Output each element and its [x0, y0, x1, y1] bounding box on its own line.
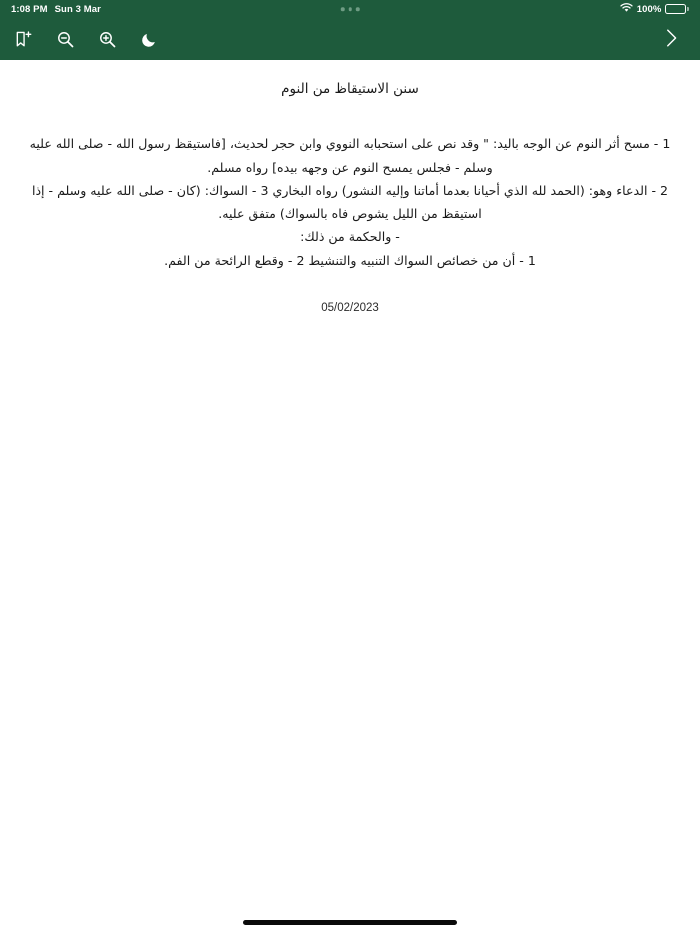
- app-toolbar: [0, 18, 700, 60]
- add-bookmark-button[interactable]: [8, 24, 38, 54]
- document-date: 05/02/2023: [321, 302, 379, 315]
- page-title: سنن الاستيقاظ من النوم: [281, 81, 419, 97]
- document-paragraph: 1 - مسح أثر النوم عن الوجه باليد: " وقد نص على استحبابه النووي وابن حجر لحديث، [فاستيقظ رسول الله - صلى الله عليه وسلم - فجلس يمسح النوم عن وجهه بيده] رواه مسلم.: [29, 136, 671, 175]
- status-bar-left: [11, 4, 101, 15]
- status-bar-time: 1:08 PM: [11, 3, 48, 15]
- magnifier-plus-icon: [98, 30, 117, 49]
- bookmark-add-icon: [14, 30, 33, 49]
- wifi-icon: [620, 3, 633, 16]
- document-paragraph: 2 - الدعاء وهو: (الحمد لله الذي أحيانا بعدما أماتنا وإليه النشور) رواه البخاري 3 - السواك: (كان - صلى الله عليه وسلم - إذا استيقظ من الليل يشوص فاه بالسواك) متفق عليه.: [31, 182, 669, 222]
- magnifier-minus-icon: [56, 30, 75, 49]
- toolbar-actions-group: [8, 24, 164, 54]
- home-indicator[interactable]: [243, 920, 457, 925]
- home-indicator-area: [0, 920, 700, 925]
- chevron-right-icon: [660, 27, 682, 52]
- toolbar-navigation-group: [654, 22, 688, 56]
- zoom-in-button[interactable]: [92, 24, 122, 54]
- status-bar-date: Sun 3 Mar: [54, 3, 101, 15]
- document-content-area: [0, 79, 700, 314]
- dark-mode-button[interactable]: [134, 24, 164, 54]
- battery-percent-label: 100%: [636, 3, 662, 15]
- document-paragraph: 1 - أن من خصائص السواك التنبيه والتنشيط 2 - وقطع الرائحة من الفم.: [164, 252, 536, 268]
- zoom-out-button[interactable]: [50, 24, 80, 54]
- document-body: [14, 132, 686, 272]
- battery-full-icon: [665, 4, 689, 14]
- status-bar-right: [620, 3, 689, 16]
- dynamic-island-dots-icon: [341, 7, 360, 11]
- next-page-button[interactable]: [654, 22, 688, 56]
- moon-icon: [141, 31, 158, 48]
- document-paragraph: - والحكمة من ذلك:: [300, 229, 400, 245]
- status-bar: [0, 0, 700, 18]
